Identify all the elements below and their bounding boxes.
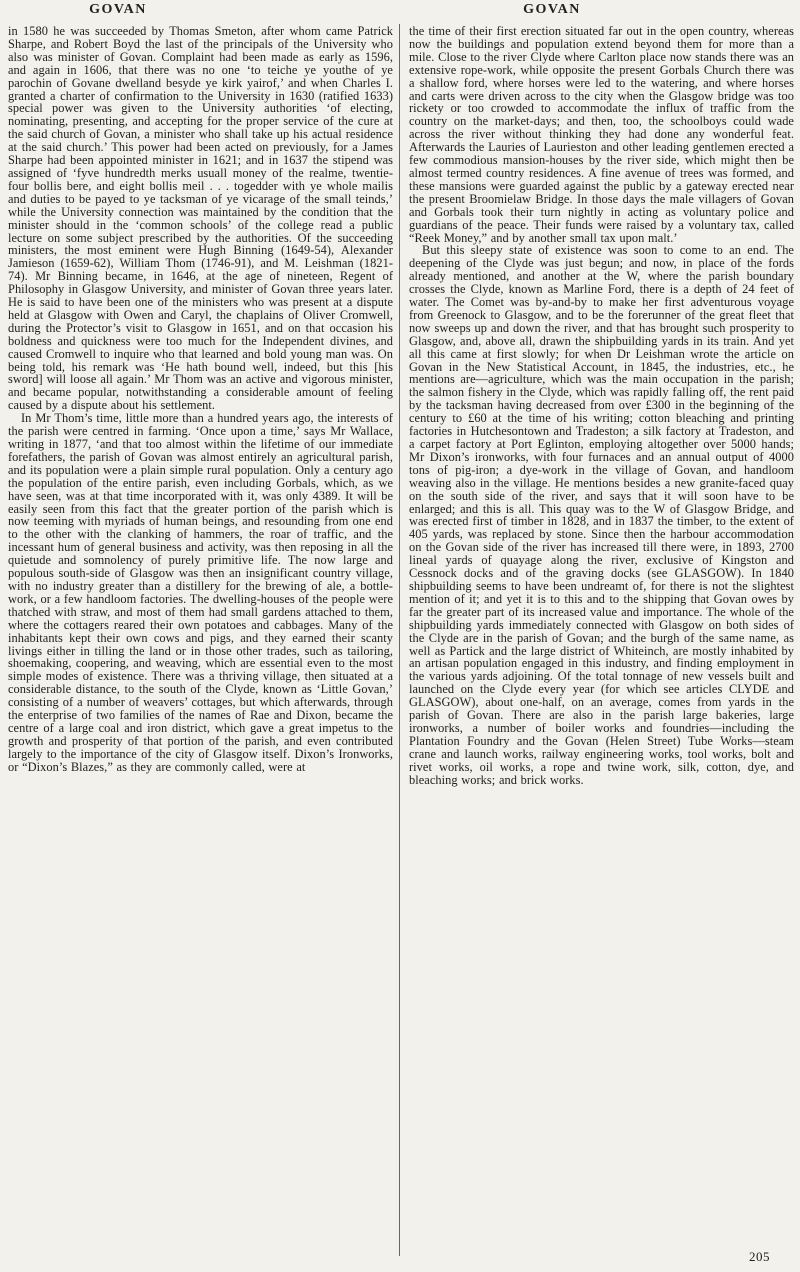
left-column [8,25,393,1257]
right-paragraph-2: But this sleepy state of existence was soon to come to an end. The deepening of the Clyde was just begun; and now, in place of the fords already mentioned, and another at the W, where the parish boundary crosses the Clyde, known as Marline Ford, there is a depth of 24 feet of water. The Comet was by-and-by to make her first adventurous voyage from Greenock to Glasgow, and to be the forerunner of the great fleet that now sweeps up and down the river, and that has brought such prosperity to Glasgow, and, above all, drawn the shipbuilding yards in its train. And yet all this came at first slowly; for when Dr Leishman wrote the article on Govan in the New Statistical Account, in 1845, the industries, etc., he mentions are—agriculture, which was the main occupation in the parish; the salmon fishery in the Clyde, which was rapidly falling off, the rent paid by the tacksman having decreased from over £300 in the beginning of the century to £60 at the time of his writing; cotton bleaching and printing factories in Hutchesontown and Tradeston; a silk factory at Tradeston, and a carpet factory at Port Eglinton, employing altogether over 5000 hands; Mr Dixon’s ironworks, with four furnaces and an annual output of 4000 tons of pig-iron; a dye-work in the village of Govan, and handloom weaving also in the village. He mentions besides a new granite-faced quay on the south side of the river, and says that it will soon have to be enlarged; and this is all. This quay was to the W of Glasgow Bridge, and was erected first of timber in 1828, and in 1837 the timber, to the extent of 405 yards, was replaced by stone. Since then the harbour accommodation on the Govan side of the river has increased till there were, in 1893, 2700 lineal yards of quayage along the river, exclusive of Kingston and Cessnock docks and of the graving docks (see GLASGOW). In 1840 shipbuilding seems to have been undreamt of, for there is not the slightest mention of it; and yet it is to this and to the shipping that Govan owes by far the greater part of its increased value and importance. The whole of the shipbuilding yards immediately connected with Glasgow on both sides of the Clyde are in the parish of Govan; and the burgh of the same name, as well as Partick and the large district of Whiteinch, are mostly inhabited by an artisan population engaged in this industry, and finding employment in the various yards adjoining. Of the total tonnage of new vessels built and launched on the Clyde every year (for which see articles CLYDE and GLASGOW), about one-half, on an average, comes from yards in the parish of Govan. There are also in the parish large bakeries, large ironworks, a number of boiler works and foundries—including the Plantation Foundry and the Govan (Helen Street) Tube Works—steam crane and launch works, railway engineering works, tool works, bolt and rivet works, oil works, a rope and twine work, silk, cotton, dye, and bleaching works; and brick works. [409,243,794,787]
running-head-left: GOVAN [89,2,147,17]
running-head-right: GOVAN [523,2,581,17]
right-column [409,25,794,1257]
left-paragraph-2: In Mr Thom’s time, little more than a hundred years ago, the interests of the parish were centred in farming. ‘Once upon a time,’ says Mr Wallace, writing in 1877, ‘and that too almost within the lifetime of our immediate forefathers, the parish of Govan was almost entirely an agricultural parish, and its population were a plain simple rural population. Only a century ago the population of the entire parish, even including Gorbals, which, as we have seen, was at that time incorporated with it, was only 4389. It will be easily seen from this fact that the greater portion of the parish which is now teeming with myriads of human beings, and resounding from one end to the other with the clanking of hammers, the roar of traffic, and the incessant hum of general business and activity, was then reposing in all the quietude and somnolency of purely primitive life. The now large and populous south-side of Glasgow was then an insignificant country village, with no industry greater than a distillery for the brewing of ale, a bottle-work, or a few handloom factories. The dwelling-houses of the people were thatched with straw, and most of them had small gardens attached to them, where the cottagers reared their own potatoes and cabbages. Many of the inhabitants kept their own cows and pigs, and they earned their scanty livings either in tilling the land or in those other trades, such as tailoring, shoemaking, coopering, and weaving, which are essential even to the most simple modes of existence. There was a thriving village, then situated at a considerable distance, to the south of the Clyde, known as ‘Little Govan,’ consisting of a number of weavers’ cottages, but which afterwards, through the enterprise of two families of the names of Rae and Dixon, became the centre of a large coal and iron district, which gave a great impetus to the growth and prosperity of that portion of the parish, and even contributed largely to the importance of the city of Glasgow itself. Dixon’s Ironworks, or “Dixon’s Blazes,” as they are commonly called, were at [8,411,393,774]
right-paragraph-1: the time of their first erection situated far out in the open country, whereas now the buildings and population extend beyond them for more than a mile. Close to the river Clyde where Carlton place now stands there was an extensive rope-work, while opposite the present Gorbals Church there was a shallow ford, where horses were led to the watering, and where horses and carts were driven across to the city when the Glasgow bridge was too rickety or too crowded to accommodate the influx of traffic from the country on the market-days; and then, too, the schoolboys could wade across the river without thinking they had done any wonderful feat. Afterwards the Lauries of Laurieston and other leading gentlemen erected a few commodious mansion-houses by the river side, which might then be almost termed country residences. A fine avenue of trees was formed, and these mansions were guarded against the public by a gateway erected near the present Broomielaw Bridge. In those days the male villagers of Govan and Gorbals took their turn nightly in acting as voluntary police and guardians of the peace. Their funds were raised by a voluntary tax, called “Reek Money,” and by another small tax upon malt.’ [409,25,794,245]
column-divider [399,24,400,1256]
page-number: 205 [749,1249,770,1264]
left-paragraph-1: in 1580 he was succeeded by Thomas Smeton, after whom came Patrick Sharpe, and Robert Boyd the last of the principals of the University who also was minister of Govan. Complaint had been made as early as 1596, and again in 1606, that there was no one ‘to teiche ye youthe of ye parochin of Govane dwelland besyde ye kirk yairof,’ and when Charles I. granted a charter of confirmation to the University in 1630 (ratified 1633) special power was given to the University authorities ‘of electing, nominating, presenting, and accepting for the proper service of the cure at the said church of Govan, a minister who shall take up his actual residence at the said church.’ This power had been acted on previously, for a James Sharpe had been appointed minister in 1621; and in 1637 the stipend was assigned of ‘fyve hundredth merks usuall money of the realme, twentie-four bollis bere, and eight bollis meil . . . togedder with ye whole mailis and duties to be payed to ye tacksman of ye vicarage of the small teinds,’ while the University connection was maintained by the condition that the minister should in the ‘common schools’ of the college read a public lecture on some subject prescribed by the authorities. Of the succeeding ministers, the most eminent were Hugh Binning (1649-54), Alexander Jamieson (1659-62), William Thom (1746-91), and M. Leishman (1821-74). Mr Binning became, in 1646, at the age of nineteen, Regent of Philosophy in Glasgow University, and minister of Govan three years later. He is said to have been one of the ministers who was present at a dispute held at Glasgow with Owen and Caryl, the chaplains of Oliver Cromwell, during the Protector’s visit to Glasgow in 1651, and on that occasion his boldness and quickness were too much for the Independent divines, and caused Cromwell to inquire who that learned and bold young man was. On being told, his remark was ‘He hath bound well, indeed, but this [his sword] will loose all again.’ Mr Thom was an active and vigorous minister, and became popular, notwithstanding a considerable amount of feeling caused by a dispute about his settlement. [8,25,393,413]
